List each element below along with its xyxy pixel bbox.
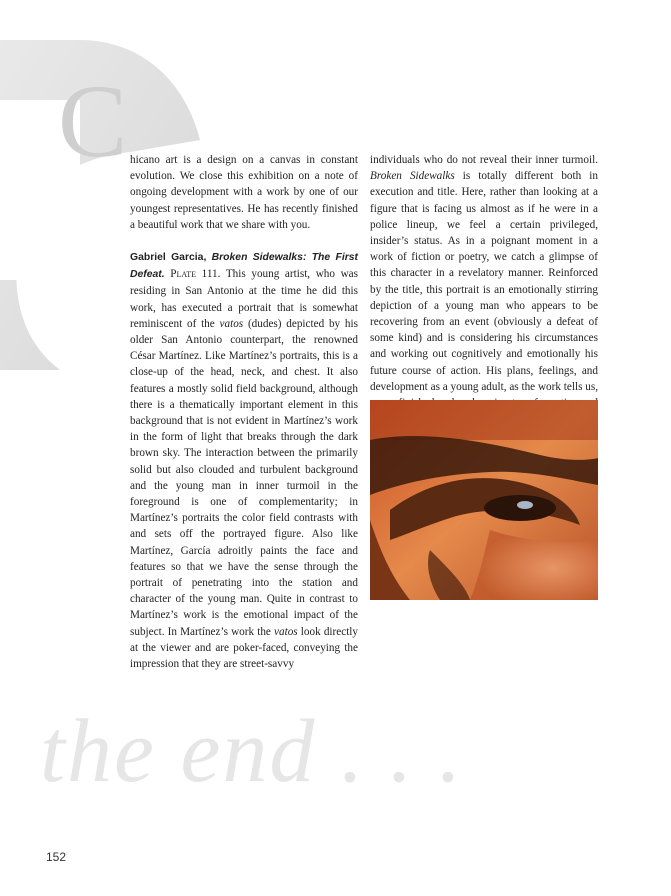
intro-paragraph: hicano art is a design on a canvas in constant evolution. We close this exhibition on a note of ongoing development with a work by one of our youngest representatives. He has recently finished a beautiful work that we share with you. bbox=[130, 154, 358, 231]
entry-heading: Gabriel Garcia, Broken Sidewalks: The First Defeat. bbox=[130, 252, 358, 281]
left-column bbox=[130, 152, 358, 672]
entry-paragraph: Gabriel Garcia, Broken Sidewalks: The First Defeat. Plate 111. This young artist, who was residing in San Antonio at the time he did this work, has executed a portrait that is somewhat reminiscent of the vatos (dudes) depicted by his older San Antonio counterpart, the renowned César Martínez. Like Martínez’s portraits, this is a close-up of the head, neck, and chest. It also features a mostly solid field background, although there is a thematically important element in this background that is not evident in Martínez’s work in the form of light that breaks through the dark brown sky. The interaction between the primarily solid but also clouded and turbulent background and the young man in inner turmoil in the foreground is one of complementarity; in Martínez’s portraits the color field contrasts with and sets off the portrayed figure. Also like Martínez, García adroitly paints the face and features so that we have the sense through the portrait of penetrating into the station and character of the young man. Quite in contrast to Martínez’s work is the emotional impact of the subject. In Martínez’s work the vatos look directly at the viewer and are poker-faced, conveying the impression that they are street-savvy bbox=[130, 252, 359, 671]
term-vatos: vatos bbox=[219, 317, 244, 330]
plate-reference: Plate 111. bbox=[170, 268, 221, 281]
page-number: 152 bbox=[46, 850, 67, 864]
painting-detail-image bbox=[370, 400, 598, 600]
the-end-watermark: the end . . . bbox=[40, 702, 464, 801]
artwork-title: Broken Sidewalks bbox=[370, 170, 455, 183]
right-column bbox=[370, 152, 598, 427]
continued-paragraph: individuals who do not reveal their inner turmoil. Broken Sidewalks is totally different both in execution and title. Here, rather than looking at a figure that is facing us almost as if he were in a police lineup, we feel a certain privileged, insider’s status. As in a poignant moment in a work of fiction or poetry, we catch a glimpse of this character in a revelatory manner. Reinforced by the title, this portrait is an emotionally stirring depiction of a young man who appears to be recovering from an event (obviously a defeat of some kind) and is considering his circumstances and working out cognitively and emotionally his future course of action. His plans, feelings, and development as a young adult, as the work tells us, bbox=[370, 154, 598, 393]
term-vatos: vatos bbox=[274, 625, 298, 638]
drop-cap: C bbox=[58, 64, 128, 179]
